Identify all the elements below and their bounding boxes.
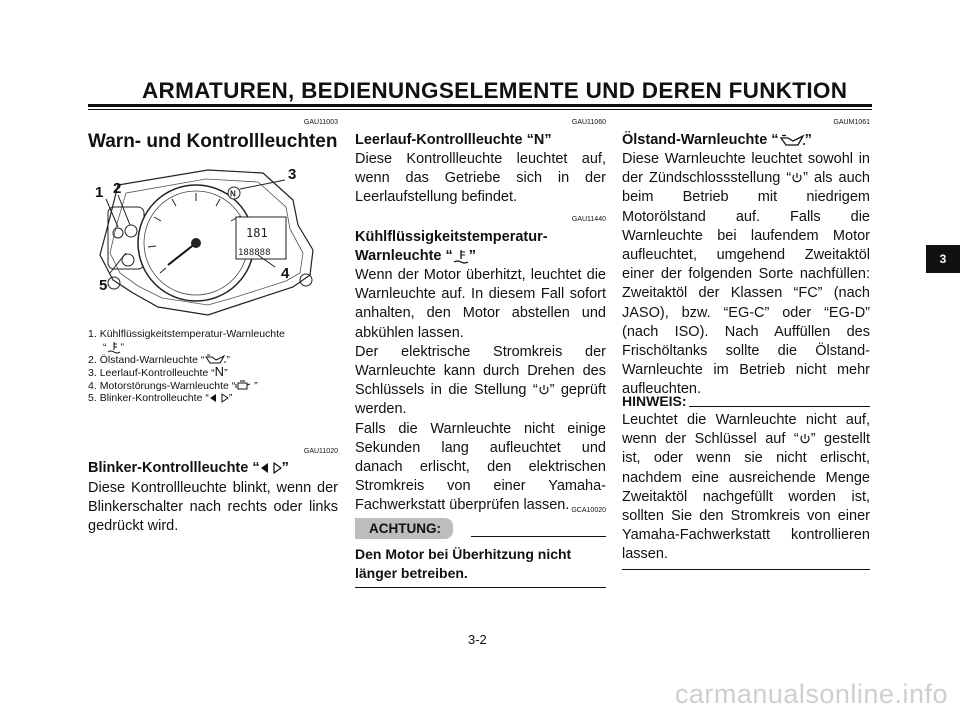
caution-box [355,518,606,588]
section-code: GCA10020 [571,507,606,514]
odometer-counter: 188888 [238,248,271,258]
engine-icon [235,380,251,391]
section-title: Leerlauf-Kontrollleuchte “N” [355,132,552,148]
section-title: Kühlflüssigkeitstemperatur- Warnleuchte “ ” [355,229,548,264]
section-title: Warn- und Kontrollleuchten [88,131,338,152]
note-text: Leuchtet die Warnleuchte nicht auf, wenn der Schlüssel auf “ ” gestellt ist, oder wenn sie nicht erlischt, nachdem eine ausreichende Menge Zweitaktöl nachgefüllt worden ist, sollten Sie den Stromkreis von einer Yamaha-Fachwerkstatt kontrollieren lassen. [622,412,870,563]
footer-watermark: carmanualsonline.info [674,679,948,709]
callout-3: 3 [288,166,297,183]
section-text: Wenn der Motor überhitzt, leuchtet die Warnleuchte auf. In diesem Fall sofort anhalten, den Motor abstellen und abkühlen lassen. Der elektrische Stromkreis der Warnleuchte kann durch Drehen des Schlüssels in die Stellung “ ” geprüft werden. Falls die Warnleuchte nicht einige Sekunden lang aufleuchtet und danach erlischt, den elektrischen Stromkreis von einer Yamaha-Fachwerkstatt überprüfen lassen. [355,267,606,514]
caption-4: 4. Motorstörungs-Warnleuchte “ ” [88,379,258,392]
caption-1: 1. Kühlflüssigkeitstemperatur-Warnleuchte [88,328,285,340]
section-text: Diese Kontrollleuchte leuchtet auf, wenn das Getriebe sich in der Leerlaufstellung befindet. [355,151,606,206]
turn-signal-icon [209,393,229,403]
section-code: GAU11440 [571,216,606,223]
caution-label: ACHTUNG: [355,518,453,539]
section-text: Diese Warnleuchte leuchtet sowohl in der Zündschlossstellung “ ” als auch beim Betrieb mit niedrigem Motorölstand auf. Falls die Warnleuchte bei laufendem Motor aufleuchtet, umgehend Zweitaktöl einer der folgenden Sorte nachfüllen: Zweitaktöl der Klassen “FC” (nach JASO), bzw. “EG-C” oder “EG-D” (nach ISO). Nach Auffüllen des Frischöltanks sollte die Ölstand-Warnleuchte im Betrieb nicht mehr aufleuchten. [622,151,870,398]
page-header-title: ARMATUREN, BEDIENUNGSELEMENTE UND DEREN FUNKTION [142,78,848,103]
coolant-temp-icon [453,249,469,264]
section-code: GAU11003 [303,119,338,126]
section-code: GAU11060 [571,119,606,126]
coolant-temp-icon [107,341,121,354]
instrument-cluster-figure [88,155,338,325]
key-position-on-icon [791,172,803,185]
section-title: Blinker-Kontrollleuchte “ ” [88,460,289,476]
figure-captions [88,328,338,405]
note-label: HINWEIS: [622,393,687,409]
section-title: Ölstand-Warnleuchte “ ” [622,132,812,148]
caption-2: 2. Ölstand-Warnleuchte “ ” [88,353,230,366]
page-number: 3-2 [468,632,487,647]
callout-2: 2 [113,180,122,197]
caption-5: 5. Blinker-Kontrolleuchte “ ” [88,392,233,404]
section-code: GAU11020 [303,448,338,455]
callout-4: 4 [281,265,290,282]
header-rule [88,104,872,107]
chapter-tab: 3 [926,245,960,273]
turn-signal-icon [260,462,282,474]
caption-3: 3. Leerlauf-Kontrolleuchte “N” [88,364,228,379]
callout-1: 1 [95,184,104,201]
key-position-on-icon [538,384,550,397]
neutral-indicator-label: N [230,189,236,199]
header-rule-thin [88,109,872,110]
callout-5: 5 [99,277,108,294]
section-text: Diese Kontrollleuchte blinkt, wenn der Blinkerschalter nach rechts oder links gedrückt wird. [88,480,338,535]
caption-1-symbol: “ ” [103,340,124,353]
key-position-on-icon [799,433,811,446]
oil-can-icon [779,134,805,147]
section-code: GAUM1061 [833,119,870,126]
svg-text:181: 181 [246,226,268,240]
caution-text: Den Motor bei Überhitzung nicht länger betreiben. [355,546,572,581]
note-box [622,392,870,570]
